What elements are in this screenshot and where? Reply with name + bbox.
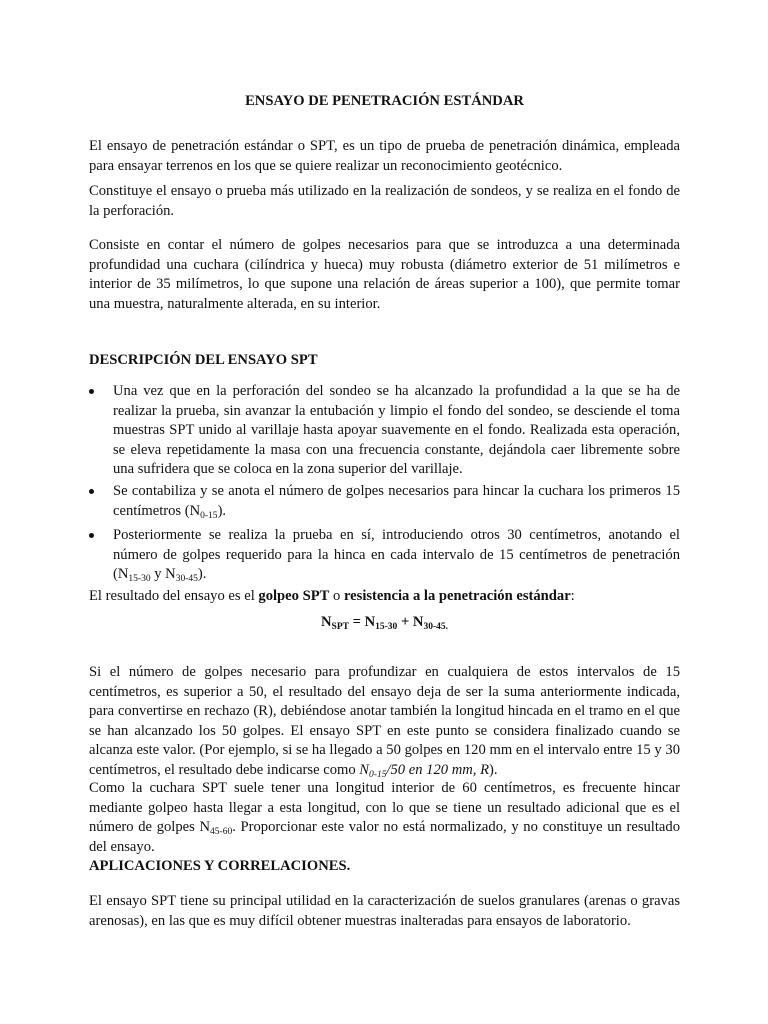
section-heading-aplicaciones: APLICACIONES Y CORRELACIONES. bbox=[89, 858, 351, 874]
bullet-item-1 bbox=[89, 382, 680, 480]
intro-paragraph-1: El ensayo de penetración estándar o SPT, es un tipo de prueba de penetración dinámica, empleada para ensayar terrenos en los que se quiere realizar un reconocimiento geotécnico. bbox=[89, 138, 680, 174]
bullet-text-2: Se contabiliza y se anota el número de golpes necesarios para hincar la cuchara los primeros 15 centímetros $(N_{0-15})$. bbox=[113, 483, 680, 521]
bullet-item-2 bbox=[89, 482, 680, 521]
bullet-item-3 bbox=[89, 526, 680, 585]
section-heading-descripcion: DESCRIPCIÓN DEL ENSAYO SPT bbox=[89, 352, 318, 368]
result-paragraph: El resultado del ensayo es el golpeo SPT o resistencia a la penetración estándar: bbox=[89, 588, 575, 604]
bullet-text-1: Una vez que en la perforación del sondeo se ha alcanzado la profundidad a la que se ha de realizar la prueba, sin avanzar la entubación y limpio el fondo del sondeo, se desciende el toma muestras SPT unido al varillaje hasta apoyar suavemente en el fondo. Realizada esta operación, se eleva repetidamente la masa con una frecuencia constante, dejándola caer libremente sobre una sufridera que se coloca en la zona superior del varillaje. bbox=[113, 383, 680, 478]
bullet-text-3: Posteriormente se realiza la prueba en sí, introduciendo otros 30 centímetros, anotando el número de golpes requerido para la hinca en cada intervalo de 15 centímetros de penetración ($N_{15-30}$ y $N_{30-45}$). bbox=[113, 527, 680, 585]
cuchara-paragraph: Como la cuchara SPT suele tener una longitud interior de 60 centímetros, es frecuente hincar mediante golpeo hasta llegar a esta longitud, con lo que se tiene un resultado adicional que es el número de golpes $N_{45-60}$. Proporcionar este valor no está normalizado, y no constituye un resultado del ensayo. bbox=[89, 780, 680, 855]
document-title: ENSAYO DE PENETRACIÓN ESTÁNDAR bbox=[245, 93, 524, 109]
spt-formula: $N_{SPT} = N_{15-30} + N_{30-45.}$ bbox=[320, 614, 448, 632]
aplicaciones-paragraph: El ensayo SPT tiene su principal utilidad en la caracterización de suelos granulares (arenas o gravas arenosas), en las que es muy difícil obtener muestras inalteradas para ensayos de laboratorio. bbox=[89, 893, 680, 929]
rechazo-paragraph: Si el número de golpes necesario para profundizar en cualquiera de estos intervalos de 15 centímetros, es superior a 50, el resultado del ensayo deja de ser la suma anteriormente indicada, para convertirse en rechazo (R), debiéndose anotar también la longitud hincada en el tramo en el que se han alcanzado los 50 golpes. El ensayo SPT en este punto se considera finalizado cuando se alcanza este valor. (Por ejemplo, si se ha llegado a 50 golpes en 120 mm en el intervalo entre 15 y 30 centímetros, el resultado debe indicarse como $N_{0-15}/50$ en 120 mm, R). bbox=[89, 664, 680, 780]
intro-paragraph-3: Consiste en contar el número de golpes necesarios para que se introduzca a una determinada profundidad una cuchara (cilíndrica y hueca) muy robusta (diámetro exterior de 51 milímetros e interior de 35 milímetros, lo que supone una relación de áreas superior a 100), que permite tomar una muestra, naturalmente alterada, en su interior. bbox=[89, 237, 680, 312]
intro-paragraph-2: Constituye el ensayo o prueba más utilizado en la realización de sondeos, y se realiza en el fondo de la perforación. bbox=[89, 183, 680, 219]
